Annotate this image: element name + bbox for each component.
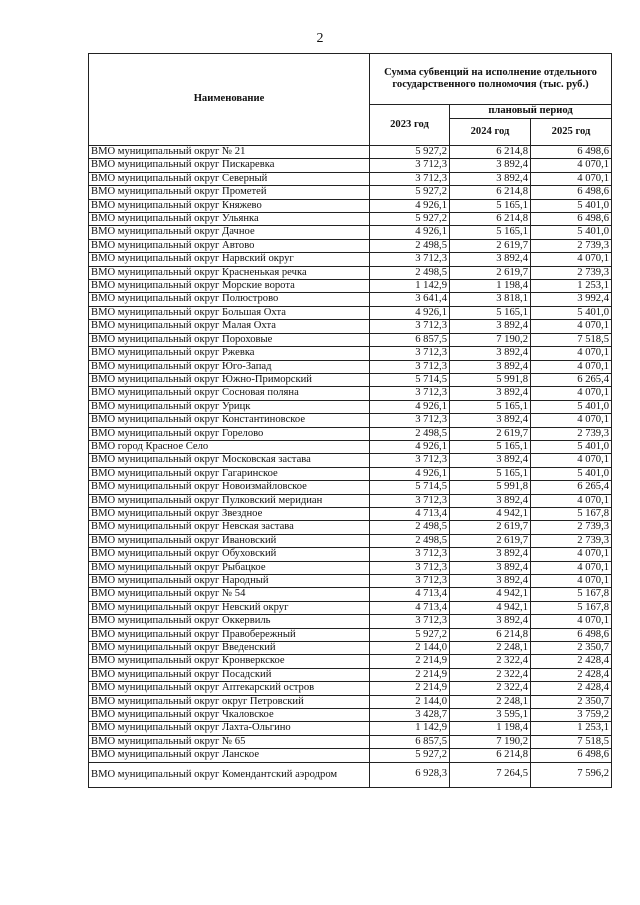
value-2024-cell: 7 190,2 <box>450 735 531 748</box>
value-2025-cell: 4 070,1 <box>531 575 612 588</box>
value-2023-cell: 5 714,5 <box>370 481 450 494</box>
municipality-name-cell: ВМО муниципальный округ Комендантский аэродром <box>89 762 370 787</box>
municipality-name-cell: ВМО муниципальный округ Морские ворота <box>89 280 370 293</box>
value-2023-cell: 3 712,3 <box>370 414 450 427</box>
value-2025-cell: 5 167,8 <box>531 601 612 614</box>
table-row <box>89 575 612 588</box>
value-2023-cell: 2 498,5 <box>370 427 450 440</box>
municipality-name-cell: ВМО муниципальный округ Урицк <box>89 400 370 413</box>
table-row <box>89 306 612 319</box>
value-2025-cell: 4 070,1 <box>531 159 612 172</box>
municipality-name-cell: ВМО муниципальный округ Оккервиль <box>89 615 370 628</box>
table-row <box>89 333 612 346</box>
municipality-name-cell: ВМО муниципальный округ Гагаринское <box>89 467 370 480</box>
municipality-name-cell: ВМО муниципальный округ Дачное <box>89 226 370 239</box>
value-2024-cell: 2 322,4 <box>450 682 531 695</box>
value-2024-cell: 6 214,8 <box>450 146 531 159</box>
value-2023-cell: 6 928,3 <box>370 762 450 787</box>
table-row <box>89 561 612 574</box>
municipality-name-cell: ВМО муниципальный округ Обуховский <box>89 548 370 561</box>
municipality-name-cell: ВМО муниципальный округ Ланское <box>89 749 370 762</box>
table-row <box>89 387 612 400</box>
value-2024-cell: 6 214,8 <box>450 749 531 762</box>
value-2024-cell: 4 942,1 <box>450 601 531 614</box>
value-2023-cell: 3 712,3 <box>370 615 450 628</box>
table-row <box>89 494 612 507</box>
value-2024-cell: 3 892,4 <box>450 615 531 628</box>
value-2024-cell: 3 892,4 <box>450 575 531 588</box>
table-row <box>89 588 612 601</box>
value-2024-cell: 2 322,4 <box>450 655 531 668</box>
value-2023-cell: 5 927,2 <box>370 146 450 159</box>
value-2024-cell: 5 165,1 <box>450 440 531 453</box>
value-2024-cell: 3 892,4 <box>450 454 531 467</box>
municipality-name-cell: ВМО муниципальный округ Большая Охта <box>89 306 370 319</box>
value-2023-cell: 2 214,9 <box>370 655 450 668</box>
municipality-name-cell: ВМО муниципальный округ Княжево <box>89 199 370 212</box>
value-2025-cell: 4 070,1 <box>531 253 612 266</box>
table-row <box>89 682 612 695</box>
value-2024-cell: 5 165,1 <box>450 400 531 413</box>
table-row <box>89 709 612 722</box>
municipality-name-cell: ВМО муниципальный округ Пискаревка <box>89 159 370 172</box>
value-2023-cell: 5 927,2 <box>370 213 450 226</box>
value-2024-cell: 4 942,1 <box>450 588 531 601</box>
value-2024-cell: 3 892,4 <box>450 172 531 185</box>
municipality-name-cell: ВМО муниципальный округ Посадский <box>89 668 370 681</box>
municipality-name-cell: ВМО муниципальный округ Рыбацкое <box>89 561 370 574</box>
municipality-name-cell: ВМО муниципальный округ Лахта-Ольгино <box>89 722 370 735</box>
table-row <box>89 199 612 212</box>
value-2023-cell: 4 713,4 <box>370 588 450 601</box>
value-2025-cell: 3 759,2 <box>531 709 612 722</box>
value-2025-cell: 5 401,0 <box>531 226 612 239</box>
municipality-name-cell: ВМО муниципальный округ Звездное <box>89 507 370 520</box>
value-2025-cell: 7 518,5 <box>531 333 612 346</box>
value-2025-cell: 4 070,1 <box>531 172 612 185</box>
value-2023-cell: 3 712,3 <box>370 575 450 588</box>
value-2024-cell: 7 190,2 <box>450 333 531 346</box>
value-2023-cell: 3 428,7 <box>370 709 450 722</box>
value-2025-cell: 5 401,0 <box>531 306 612 319</box>
value-2024-cell: 5 165,1 <box>450 467 531 480</box>
value-2025-cell: 6 498,6 <box>531 146 612 159</box>
value-2025-cell: 6 265,4 <box>531 481 612 494</box>
value-2023-cell: 3 712,3 <box>370 548 450 561</box>
value-2023-cell: 1 142,9 <box>370 280 450 293</box>
value-2024-cell: 3 892,4 <box>450 494 531 507</box>
value-2023-cell: 5 927,2 <box>370 749 450 762</box>
value-2023-cell: 3 712,3 <box>370 253 450 266</box>
value-2024-cell: 5 165,1 <box>450 226 531 239</box>
value-2025-cell: 2 739,3 <box>531 534 612 547</box>
value-2025-cell: 4 070,1 <box>531 347 612 360</box>
value-2023-cell: 4 926,1 <box>370 400 450 413</box>
municipality-name-cell: ВМО муниципальный округ Прометей <box>89 186 370 199</box>
municipality-name-cell: ВМО муниципальный округ Полюстрово <box>89 293 370 306</box>
value-2023-cell: 3 712,3 <box>370 561 450 574</box>
value-2023-cell: 3 712,3 <box>370 320 450 333</box>
table-body <box>89 146 612 788</box>
value-2023-cell: 4 713,4 <box>370 601 450 614</box>
name-column-header: Наименование <box>89 54 370 146</box>
value-2023-cell: 3 712,3 <box>370 387 450 400</box>
value-2024-cell: 6 214,8 <box>450 628 531 641</box>
value-2023-cell: 4 926,1 <box>370 440 450 453</box>
municipality-name-cell: ВМО муниципальный округ Пулковский меридиан <box>89 494 370 507</box>
value-2024-cell: 1 198,4 <box>450 280 531 293</box>
year-2025-header: 2025 год <box>531 118 612 145</box>
value-2023-cell: 5 714,5 <box>370 373 450 386</box>
value-2025-cell: 2 350,7 <box>531 695 612 708</box>
table-row <box>89 280 612 293</box>
table-row <box>89 427 612 440</box>
value-2024-cell: 2 619,7 <box>450 266 531 279</box>
value-2024-cell: 6 214,8 <box>450 213 531 226</box>
table-row <box>89 762 612 787</box>
value-2023-cell: 2 214,9 <box>370 682 450 695</box>
table-row <box>89 601 612 614</box>
value-2025-cell: 2 350,7 <box>531 642 612 655</box>
value-2023-cell: 2 144,0 <box>370 695 450 708</box>
value-2023-cell: 2 498,5 <box>370 521 450 534</box>
table-row <box>89 266 612 279</box>
table-row <box>89 481 612 494</box>
municipality-name-cell: ВМО муниципальный округ Ивановский <box>89 534 370 547</box>
value-2025-cell: 4 070,1 <box>531 414 612 427</box>
value-2024-cell: 2 619,7 <box>450 239 531 252</box>
municipality-name-cell: ВМО муниципальный округ Новоизмайловское <box>89 481 370 494</box>
value-2025-cell: 1 253,1 <box>531 280 612 293</box>
value-2024-cell: 5 165,1 <box>450 199 531 212</box>
value-2024-cell: 3 892,4 <box>450 414 531 427</box>
value-2023-cell: 5 927,2 <box>370 186 450 199</box>
value-2023-cell: 3 712,3 <box>370 159 450 172</box>
table-row <box>89 360 612 373</box>
municipality-name-cell: ВМО муниципальный округ Нарвский округ <box>89 253 370 266</box>
value-2023-cell: 3 712,3 <box>370 172 450 185</box>
value-2023-cell: 2 498,5 <box>370 534 450 547</box>
value-2025-cell: 3 992,4 <box>531 293 612 306</box>
value-2024-cell: 2 248,1 <box>450 642 531 655</box>
municipality-name-cell: ВМО муниципальный округ Северный <box>89 172 370 185</box>
value-2023-cell: 5 927,2 <box>370 628 450 641</box>
value-2025-cell: 2 428,4 <box>531 682 612 695</box>
value-2025-cell: 7 518,5 <box>531 735 612 748</box>
value-2023-cell: 2 498,5 <box>370 239 450 252</box>
table-row <box>89 320 612 333</box>
value-2025-cell: 4 070,1 <box>531 320 612 333</box>
value-2024-cell: 3 595,1 <box>450 709 531 722</box>
value-2024-cell: 5 991,8 <box>450 373 531 386</box>
table-row <box>89 293 612 306</box>
value-2025-cell: 4 070,1 <box>531 561 612 574</box>
municipality-name-cell: ВМО муниципальный округ Ржевка <box>89 347 370 360</box>
value-2025-cell: 4 070,1 <box>531 454 612 467</box>
value-2025-cell: 4 070,1 <box>531 494 612 507</box>
value-2023-cell: 3 712,3 <box>370 494 450 507</box>
table-row <box>89 548 612 561</box>
value-2025-cell: 7 596,2 <box>531 762 612 787</box>
municipality-name-cell: ВМО муниципальный округ Невский округ <box>89 601 370 614</box>
municipality-name-cell: ВМО муниципальный округ Чкаловское <box>89 709 370 722</box>
value-2025-cell: 2 739,3 <box>531 239 612 252</box>
value-2025-cell: 6 498,6 <box>531 186 612 199</box>
table-row <box>89 467 612 480</box>
value-2025-cell: 6 265,4 <box>531 373 612 386</box>
table-row <box>89 628 612 641</box>
value-2024-cell: 3 892,4 <box>450 320 531 333</box>
table-row <box>89 146 612 159</box>
table-row <box>89 239 612 252</box>
sum-column-header: Сумма субвенций на исполнение отдельного государственного полномочия (тыс. руб.) <box>370 54 612 105</box>
value-2024-cell: 2 322,4 <box>450 668 531 681</box>
table-row <box>89 655 612 668</box>
subventions-table <box>88 53 612 788</box>
table-row <box>89 749 612 762</box>
table-row <box>89 172 612 185</box>
value-2024-cell: 2 619,7 <box>450 521 531 534</box>
value-2024-cell: 7 264,5 <box>450 762 531 787</box>
value-2025-cell: 5 401,0 <box>531 440 612 453</box>
value-2024-cell: 5 991,8 <box>450 481 531 494</box>
municipality-name-cell: ВМО муниципальный округ № 54 <box>89 588 370 601</box>
municipality-name-cell: ВМО муниципальный округ Горелово <box>89 427 370 440</box>
value-2024-cell: 2 248,1 <box>450 695 531 708</box>
value-2023-cell: 6 857,5 <box>370 735 450 748</box>
value-2024-cell: 2 619,7 <box>450 534 531 547</box>
table-row <box>89 414 612 427</box>
municipality-name-cell: ВМО муниципальный округ Московская застава <box>89 454 370 467</box>
table-row <box>89 615 612 628</box>
municipality-name-cell: ВМО муниципальный округ округ Петровский <box>89 695 370 708</box>
municipality-name-cell: ВМО муниципальный округ № 65 <box>89 735 370 748</box>
table-row <box>89 253 612 266</box>
municipality-name-cell: ВМО город Красное Село <box>89 440 370 453</box>
value-2025-cell: 5 401,0 <box>531 467 612 480</box>
municipality-name-cell: ВМО муниципальный округ Невская застава <box>89 521 370 534</box>
value-2024-cell: 3 818,1 <box>450 293 531 306</box>
value-2023-cell: 4 926,1 <box>370 226 450 239</box>
value-2025-cell: 2 428,4 <box>531 655 612 668</box>
table-row <box>89 347 612 360</box>
page-number: 2 <box>316 31 324 46</box>
municipality-name-cell: ВМО муниципальный округ Сосновая поляна <box>89 387 370 400</box>
table-row <box>89 213 612 226</box>
table-row <box>89 507 612 520</box>
value-2024-cell: 3 892,4 <box>450 159 531 172</box>
value-2023-cell: 3 641,4 <box>370 293 450 306</box>
value-2025-cell: 6 498,6 <box>531 213 612 226</box>
municipality-name-cell: ВМО муниципальный округ Южно-Приморский <box>89 373 370 386</box>
value-2025-cell: 4 070,1 <box>531 548 612 561</box>
year-2023-header: 2023 год <box>370 105 450 146</box>
value-2025-cell: 4 070,1 <box>531 360 612 373</box>
plan-period-header: плановый период <box>450 105 612 119</box>
municipality-name-cell: ВМО муниципальный округ Народный <box>89 575 370 588</box>
year-2024-header: 2024 год <box>450 118 531 145</box>
value-2025-cell: 6 498,6 <box>531 749 612 762</box>
value-2025-cell: 2 428,4 <box>531 668 612 681</box>
value-2025-cell: 2 739,3 <box>531 266 612 279</box>
value-2024-cell: 3 892,4 <box>450 387 531 400</box>
value-2023-cell: 3 712,3 <box>370 454 450 467</box>
value-2024-cell: 2 619,7 <box>450 427 531 440</box>
value-2023-cell: 4 926,1 <box>370 199 450 212</box>
value-2023-cell: 2 498,5 <box>370 266 450 279</box>
value-2023-cell: 4 926,1 <box>370 467 450 480</box>
value-2024-cell: 6 214,8 <box>450 186 531 199</box>
value-2024-cell: 3 892,4 <box>450 548 531 561</box>
municipality-name-cell: ВМО муниципальный округ Юго-Запад <box>89 360 370 373</box>
table-row <box>89 521 612 534</box>
municipality-name-cell: ВМО муниципальный округ Малая Охта <box>89 320 370 333</box>
value-2025-cell: 4 070,1 <box>531 387 612 400</box>
value-2025-cell: 5 401,0 <box>531 400 612 413</box>
municipality-name-cell: ВМО муниципальный округ Введенский <box>89 642 370 655</box>
table-row <box>89 159 612 172</box>
value-2023-cell: 2 214,9 <box>370 668 450 681</box>
value-2023-cell: 1 142,9 <box>370 722 450 735</box>
table-row <box>89 668 612 681</box>
table-row <box>89 722 612 735</box>
value-2025-cell: 1 253,1 <box>531 722 612 735</box>
value-2025-cell: 5 167,8 <box>531 507 612 520</box>
table-row <box>89 695 612 708</box>
value-2024-cell: 5 165,1 <box>450 306 531 319</box>
value-2024-cell: 3 892,4 <box>450 561 531 574</box>
municipality-name-cell: ВМО муниципальный округ Автово <box>89 239 370 252</box>
value-2025-cell: 5 167,8 <box>531 588 612 601</box>
value-2025-cell: 6 498,6 <box>531 628 612 641</box>
municipality-name-cell: ВМО муниципальный округ Константиновское <box>89 414 370 427</box>
table-row <box>89 454 612 467</box>
value-2024-cell: 1 198,4 <box>450 722 531 735</box>
value-2024-cell: 3 892,4 <box>450 253 531 266</box>
value-2024-cell: 3 892,4 <box>450 360 531 373</box>
value-2025-cell: 2 739,3 <box>531 427 612 440</box>
value-2023-cell: 3 712,3 <box>370 347 450 360</box>
municipality-name-cell: ВМО муниципальный округ Аптекарский остров <box>89 682 370 695</box>
municipality-name-cell: ВМО муниципальный округ Правобережный <box>89 628 370 641</box>
table-row <box>89 186 612 199</box>
table-row <box>89 373 612 386</box>
table-row <box>89 400 612 413</box>
municipality-name-cell: ВМО муниципальный округ № 21 <box>89 146 370 159</box>
municipality-name-cell: ВМО муниципальный округ Ульянка <box>89 213 370 226</box>
value-2025-cell: 2 739,3 <box>531 521 612 534</box>
value-2023-cell: 6 857,5 <box>370 333 450 346</box>
value-2025-cell: 4 070,1 <box>531 615 612 628</box>
value-2023-cell: 4 926,1 <box>370 306 450 319</box>
value-2024-cell: 4 942,1 <box>450 507 531 520</box>
municipality-name-cell: ВМО муниципальный округ Кронверкское <box>89 655 370 668</box>
municipality-name-cell: ВМО муниципальный округ Красненькая речка <box>89 266 370 279</box>
value-2023-cell: 4 713,4 <box>370 507 450 520</box>
value-2024-cell: 3 892,4 <box>450 347 531 360</box>
table-row <box>89 534 612 547</box>
municipality-name-cell: ВМО муниципальный округ Пороховые <box>89 333 370 346</box>
table-row <box>89 226 612 239</box>
table-row <box>89 735 612 748</box>
table-row <box>89 642 612 655</box>
table-row <box>89 440 612 453</box>
value-2025-cell: 5 401,0 <box>531 199 612 212</box>
value-2023-cell: 3 712,3 <box>370 360 450 373</box>
value-2023-cell: 2 144,0 <box>370 642 450 655</box>
